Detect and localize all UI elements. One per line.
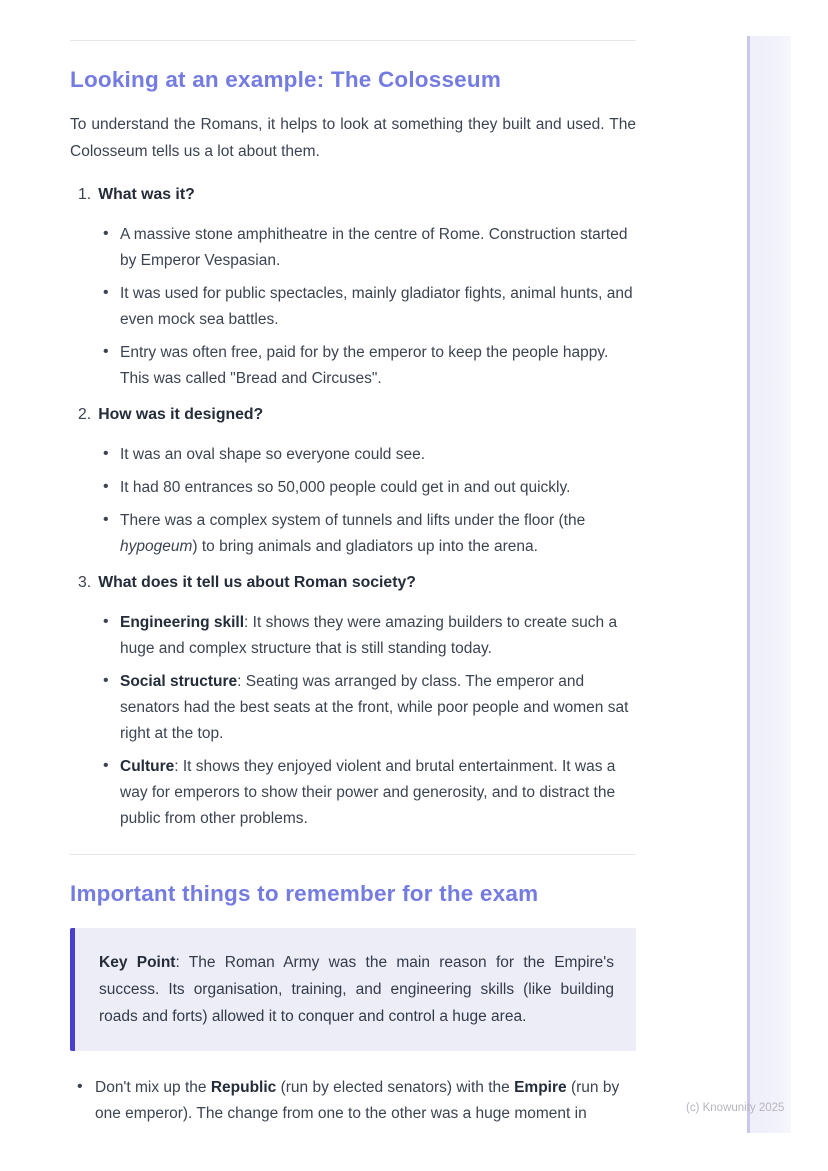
bullet-item: • There was a complex system of tunnels and lifts under the floor (the hypogeum) to bring animals and gladiators up into the arena. <box>120 508 636 560</box>
bullet-item: • Don't mix up the Republic (run by elected senators) with the Empire (run by one emperor). The change from one to the other was a huge moment in <box>95 1075 636 1127</box>
bullet-item: • Engineering skill: It shows they were amazing builders to create such a huge and complex structure that is still standing today. <box>120 610 636 662</box>
item-title: What does it tell us about Roman society? <box>98 574 416 591</box>
section-heading-exam: Important things to remember for the exam <box>70 881 539 906</box>
section-heading-colosseum: Looking at an example: The Colosseum <box>70 67 502 92</box>
numbered-item-heading <box>70 573 636 592</box>
numbered-item-3 <box>70 573 636 832</box>
bullet-item: • Social structure: Seating was arranged by class. The emperor and senators had the best seats at the front, while poor people and women sat right at the top. <box>120 669 636 747</box>
item-title: What was it? <box>98 186 195 203</box>
item-number: 1. <box>78 186 92 203</box>
numbered-item-2 <box>70 405 636 560</box>
divider <box>70 40 636 41</box>
divider <box>70 854 636 855</box>
bullet-list <box>70 222 636 392</box>
numbered-item-heading <box>70 185 636 204</box>
intro-paragraph: To understand the Romans, it helps to look at something they built and used. The Colosseum tells us a lot about them. <box>70 116 636 160</box>
bullet-item: • A massive stone amphitheatre in the centre of Rome. Construction started by Emperor Vespasian. <box>120 222 636 274</box>
next-page-edge <box>747 36 791 1133</box>
exam-tips-list <box>70 1075 636 1127</box>
watermark: (c) Knowunity 2025 <box>686 1102 785 1114</box>
bullet-item: • It had 80 entrances so 50,000 people could get in and out quickly. <box>120 475 636 501</box>
bullet-item: • Culture: It shows they enjoyed violent and brutal entertainment. It was a way for emperors to show their power and generosity, and to distract the public from other problems. <box>120 754 636 832</box>
item-number: 3. <box>78 574 92 591</box>
content-column <box>70 0 636 1134</box>
item-number: 2. <box>78 406 92 423</box>
item-title: How was it designed? <box>98 406 264 423</box>
bullet-item: • Entry was often free, paid for by the emperor to keep the people happy. This was called "Bread and Circuses". <box>120 340 636 392</box>
numbered-item-1 <box>70 185 636 392</box>
numbered-list <box>70 185 636 832</box>
bullet-list <box>70 610 636 832</box>
key-point-callout: Key Point: The Roman Army was the main reason for the Empire's success. Its organisation, training, and engineering skills (like building roads and forts) allowed it to conquer and control a huge area. <box>70 928 636 1051</box>
bullet-item: • It was an oval shape so everyone could see. <box>120 442 636 468</box>
bullet-item: • It was used for public spectacles, mainly gladiator fights, animal hunts, and even mock sea battles. <box>120 281 636 333</box>
bullet-list <box>70 442 636 560</box>
numbered-item-heading <box>70 405 636 424</box>
